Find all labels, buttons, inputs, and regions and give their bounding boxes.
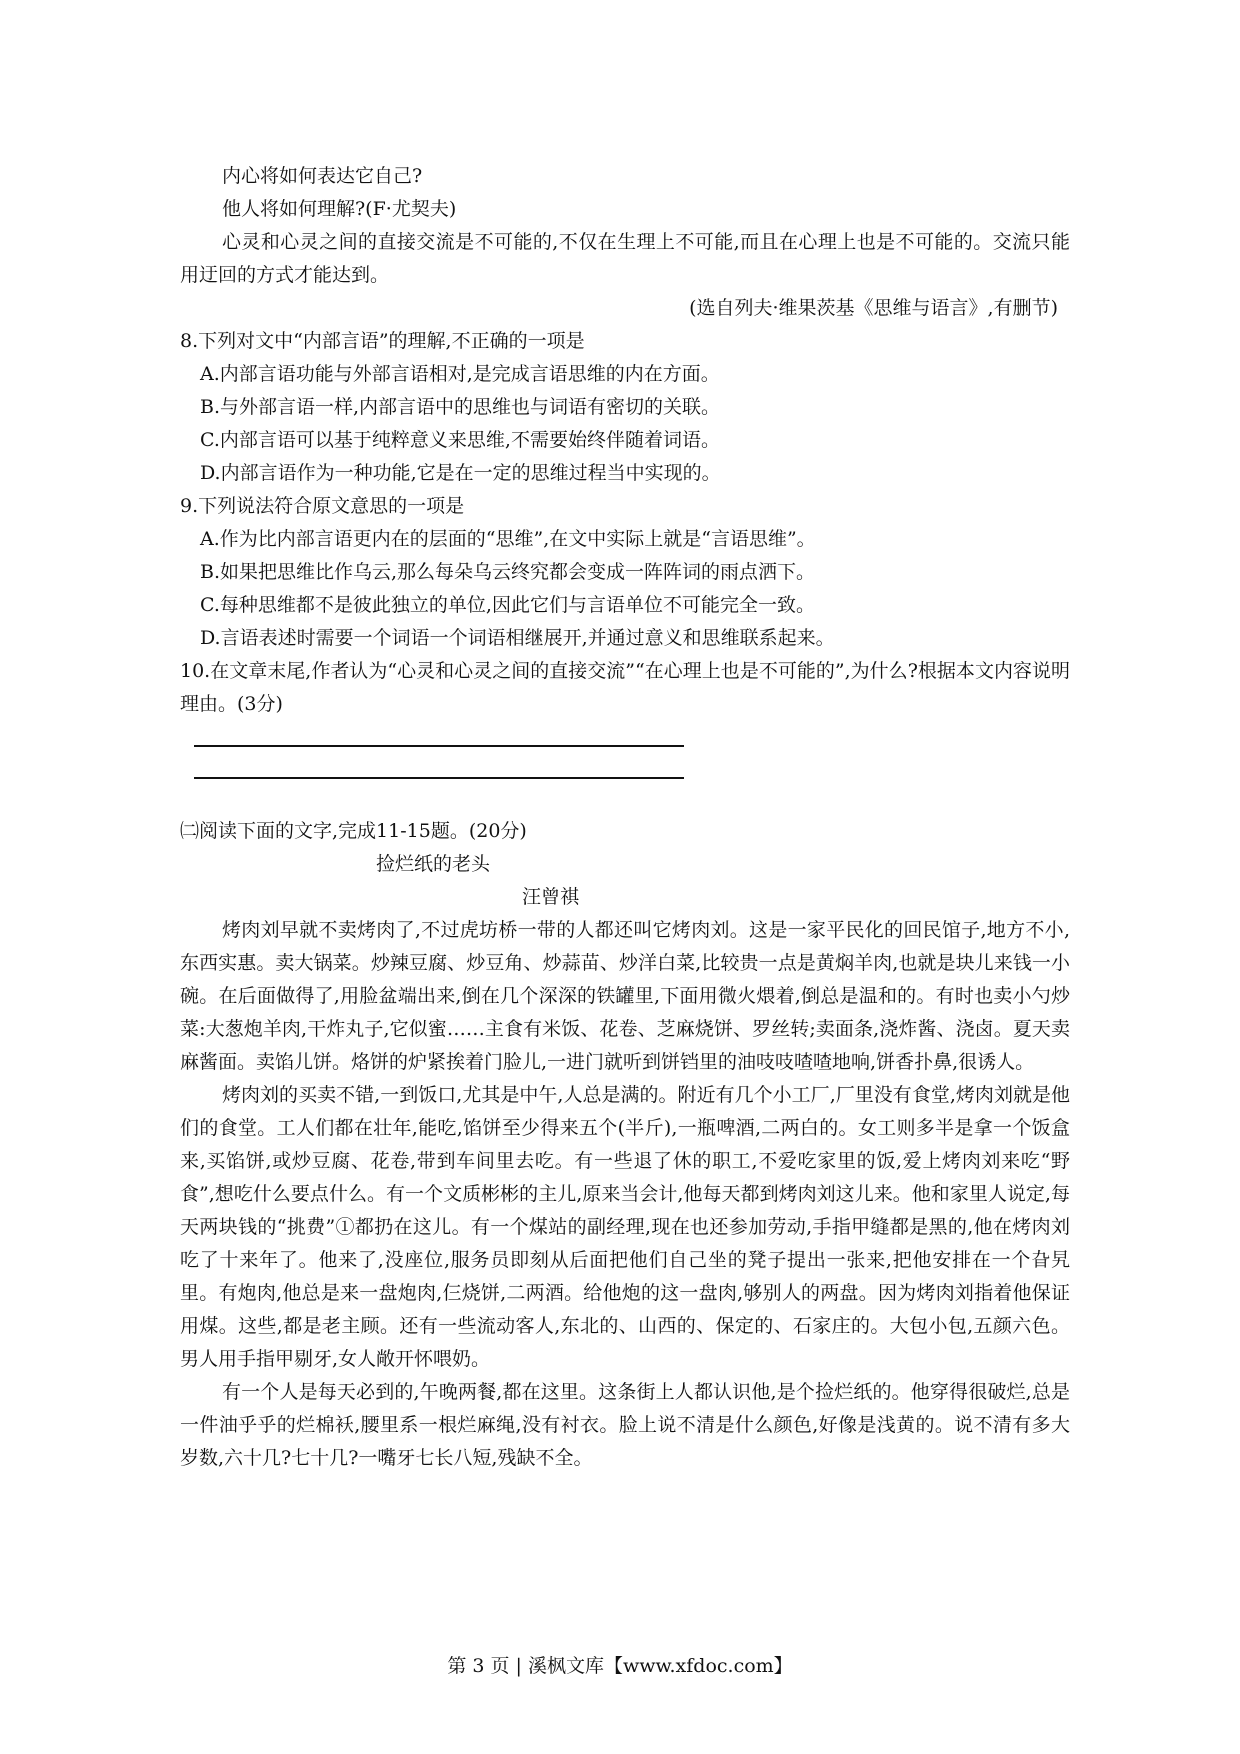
question-9-option-d: D.言语表述时需要一个词语一个词语相继展开,并通过意义和思维联系起来。	[200, 627, 835, 649]
document-page	[180, 160, 1070, 1475]
story-paragraph: 烤肉刘的买卖不错,一到饭口,尤其是中午,人总是满的。附近有几个小工厂,厂里没有食堂,烤肉刘就是他们的食堂。工人们都在壮年,能吃,馅饼至少得来五个(半斤),一瓶啤酒,二两白的。女工则多半是拿一个饭盒来,买馅饼,或炒豆腐、花卷,带到车间里去吃。有一些退了休的职工,不爱吃家里的饭,爱上烤肉刘来吃“野食”,想吃什么要点什么。有一个文质彬彬的主儿,原来当会计,他每天都到烤肉刘这儿来。他和家里人说定,每天两块钱的“挑费”①都扔在这儿。有一个煤站的副经理,现在也还参加劳动,手指甲缝都是黑的,他在烤肉刘吃了十来年了。他来了,没座位,服务员即刻从后面把他们自己坐的凳子提出一张来,把他安排在一个旮旯里。有炮肉,他总是来一盘炮肉,仨烧饼,二两酒。给他炮的这一盘肉,够别人的两盘。因为烤肉刘指着他保证用煤。这些,都是老主顾。还有一些流动客人,东北的、山西的、保定的、石家庄的。大包小包,五颜六色。男人用手指甲剔牙,女人敞开怀喂奶。	[180, 1084, 1070, 1370]
source-note: (选自列夫·维果茨基《思维与语言》,有删节)	[689, 297, 1058, 319]
question-8-option-d: D.内部言语作为一种功能,它是在一定的思维过程当中实现的。	[200, 462, 721, 484]
story-paragraph: 有一个人是每天必到的,午晚两餐,都在这里。这条街上人都认识他,是个捡烂纸的。他穿得很破烂,总是一件油乎乎的烂棉袄,腰里系一根烂麻绳,没有衬衣。脸上说不清是什么颜色,好像是浅黄的。说不清有多大岁数,六十几?七十几?一嘴牙七长八短,残缺不全。	[180, 1381, 1070, 1469]
question-9-option-a: A.作为比内部言语更内在的层面的“思维”,在文中实际上就是“言语思维”。	[200, 528, 816, 550]
story-author: 汪曾祺	[522, 886, 580, 908]
question-8-stem: 8.下列对文中“内部言语”的理解,不正确的一项是	[180, 330, 585, 352]
text-line: 他人将如何理解?(F·尤契夫)	[222, 198, 457, 220]
page-footer: 第 3 页 | 溪枫文库【www.xfdoc.com】	[447, 1655, 793, 1677]
question-9-option-c: C.每种思维都不是彼此独立的单位,因此它们与言语单位不可能完全一致。	[200, 594, 815, 616]
text-line: 内心将如何表达它自己?	[222, 165, 423, 187]
story-paragraph: 烤肉刘早就不卖烤肉了,不过虎坊桥一带的人都还叫它烤肉刘。这是一家平民化的回民馆子,地方不小,东西实惠。卖大锅菜。炒辣豆腐、炒豆角、炒蒜苗、炒洋白菜,比较贵一点是黄焖羊肉,也就是块儿来钱一小碗。在后面做得了,用脸盆端出来,倒在几个深深的铁罐里,下面用微火煨着,倒总是温和的。有时也卖小勺炒菜:大葱炮羊肉,干炸丸子,它似蜜……主食有米饭、花卷、芝麻烧饼、罗丝转;卖面条,浇炸酱、浇卤。夏天卖麻酱面。卖馅儿饼。烙饼的炉紧挨着门脸儿,一进门就听到饼铛里的油吱吱喳喳地响,饼香扑鼻,很诱人。	[180, 919, 1070, 1073]
question-9-stem: 9.下列说法符合原文意思的一项是	[180, 495, 465, 517]
section-intro: ㈡阅读下面的文字,完成11-15题。(20分)	[180, 820, 527, 842]
question-9-option-b: B.如果把思维比作乌云,那么每朵乌云终究都会变成一阵阵词的雨点洒下。	[200, 561, 816, 583]
paragraph: 心灵和心灵之间的直接交流是不可能的,不仅在生理上不可能,而且在心理上也是不可能的。交流只能用迂回的方式才能达到。	[180, 231, 1070, 286]
question-8-option-c: C.内部言语可以基于纯粹意义来思维,不需要始终伴随着词语。	[200, 429, 720, 451]
question-10-stem: 10.在文章末尾,作者认为“心灵和心灵之间的直接交流”“在心理上也是不可能的”,为什么?根据本文内容说明理由。(3分)	[180, 660, 1070, 715]
story-title: 捡烂纸的老头	[376, 853, 491, 875]
question-8-option-a: A.内部言语功能与外部言语相对,是完成言语思维的内在方面。	[200, 363, 720, 385]
question-8-option-b: B.与外部言语一样,内部言语中的思维也与词语有密切的关联。	[200, 396, 721, 418]
